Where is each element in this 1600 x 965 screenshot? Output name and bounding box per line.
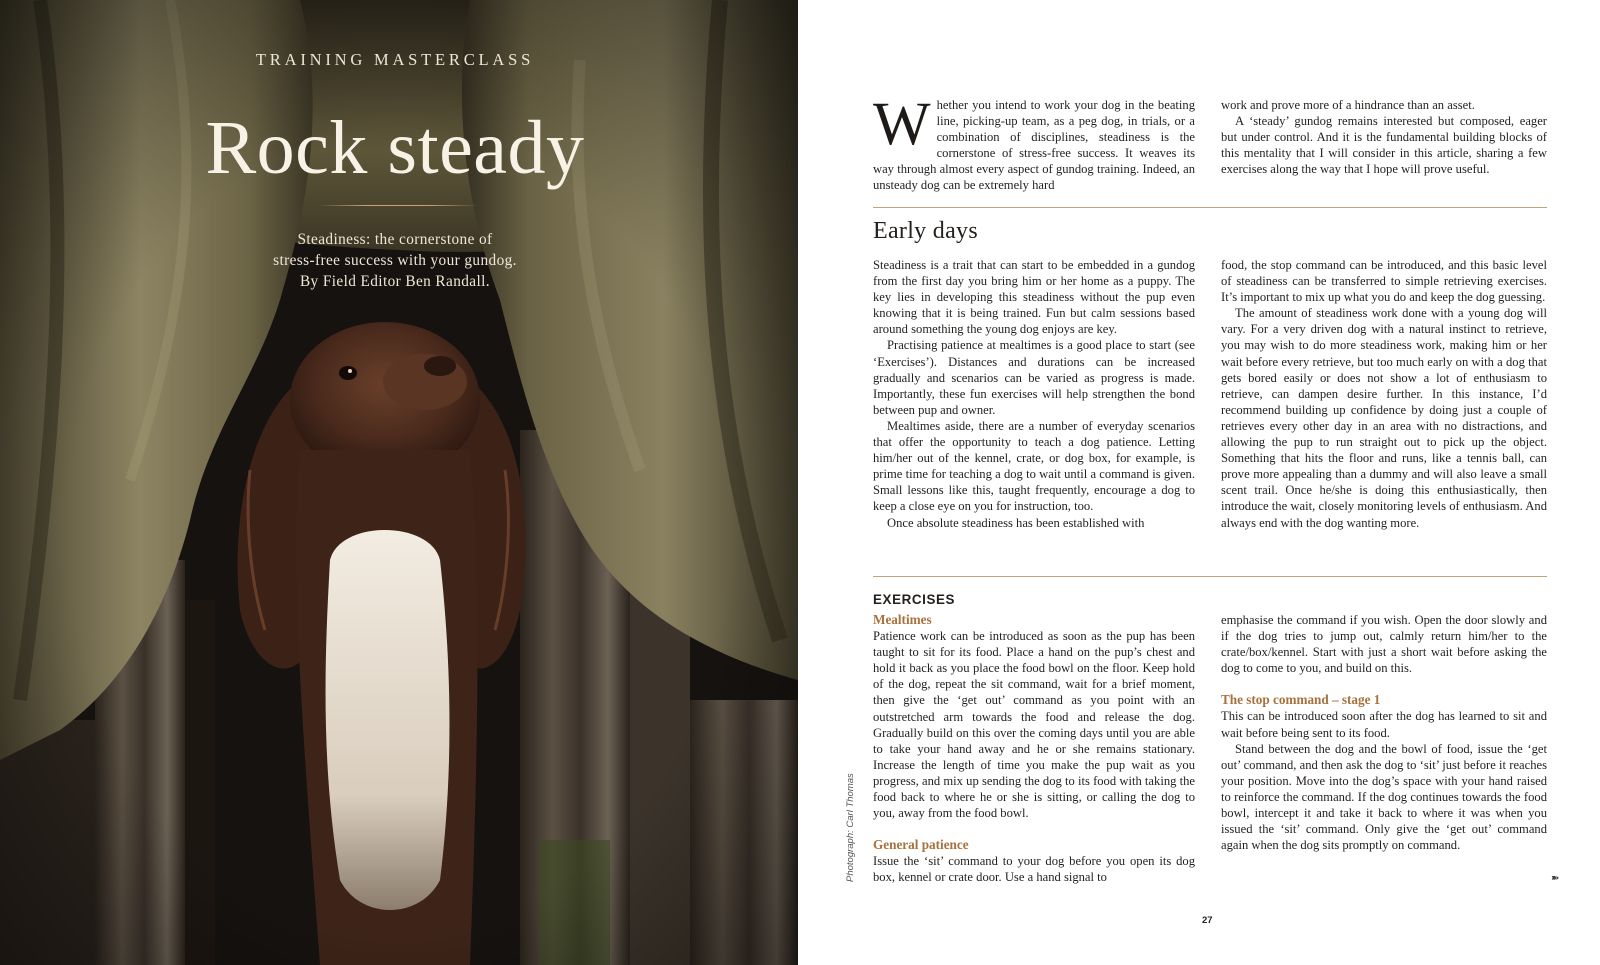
subheading-stop-command: The stop command – stage 1 xyxy=(1221,692,1381,708)
body-paragraph: food, the stop command can be introduced, and this basic level of steadiness can be transferred to simple retrieving exercises. It’s important to mix up what you do and keep the dog guessing. xyxy=(1221,258,1547,305)
body-paragraph: Issue the ‘sit’ command to your dog before you open its dog box, kennel or crate door. Use a hand signal to xyxy=(873,854,1195,885)
section-heading-early-days: Early days xyxy=(873,218,978,244)
standfirst-line: stress-free success with your gundog. xyxy=(273,252,517,269)
early-days-column-1 xyxy=(873,257,1195,531)
section-divider xyxy=(873,576,1547,577)
subheading-mealtimes: Mealtimes xyxy=(873,612,932,627)
intro-column-1 xyxy=(873,91,1195,194)
body-paragraph: This can be introduced soon after the dog has learned to sit and wait before being sent to its food. xyxy=(1221,709,1547,740)
intro-column-2 xyxy=(1221,97,1547,177)
body-paragraph: Once absolute steadiness has been established with xyxy=(887,515,1145,530)
photo-credit: Photograph: Carl Thomas xyxy=(845,773,856,882)
standfirst-line: Steadiness: the cornerstone of xyxy=(297,231,493,248)
continue-arrow-icon: ➽ xyxy=(1551,873,1560,884)
drop-cap: W xyxy=(873,91,931,158)
cover-photo-page xyxy=(0,0,798,965)
title-divider xyxy=(318,205,478,206)
body-paragraph: emphasise the command if you wish. Open the door slowly and if the dog tries to jump out, calmly return him/her to the crate/box/kennel. Start with just a short wait before asking the dog to come to you, and build on this. xyxy=(1221,613,1547,676)
body-paragraph: Mealtimes aside, there are a number of everyday scenarios that offer the opportunity to teach a dog patience. Letting him/her out of the kennel, crate, or dog box, for example, is prime time for teaching a dog to wait until a command is given. Small lessons like this, taught frequently, encourage a dog to keep a close eye on you for instruction, too. xyxy=(873,418,1195,514)
subheading-general-patience: General patience xyxy=(873,837,969,853)
section-divider xyxy=(873,207,1547,208)
body-paragraph: Practising patience at mealtimes is a good place to start (see ‘Exercises’). Distances and durations can be increased gradually and scenarios can be varied as progress is made. Importantly, these fun exercises will help strengthen the bond between pup and owner. xyxy=(873,338,1195,417)
page-number: 27 xyxy=(1202,915,1213,926)
kicker: TRAINING MASTERCLASS xyxy=(255,50,535,69)
intro-paragraph: A ‘steady’ gundog remains interested but composed, eager but under control. And it is the fundamental building blocks of this mentality that I will consider in this article, sharing a few exercises along the way that I hope will prove useful. xyxy=(1221,114,1547,177)
early-days-column-2 xyxy=(1221,257,1547,531)
body-paragraph: Steadiness is a trait that can start to be embedded in a gundog from the first day you bring him or her home as a puppy. The key lies in developing this steadiness without the pup even knowing that it is being trained. Fun but calm sessions based around something the young dog enjoys are key. xyxy=(873,258,1195,337)
body-paragraph: The amount of steadiness work done with a young dog will vary. For a very driven dog with a natural instinct to retrieve, you may wish to do more steadiness work, making him or her wait before every retrieve, but too much early on with a dog that gets bored easily or does not show a lot of enthusiasm to retrieve, can dampen desire further. In this instance, I’d recommend building up confidence by doing just a couple of retrieves every other day in an area with no distractions, and allowing the pup to run straight out to pick up the object. Something that hits the floor and runs, like a tennis ball, can prove more appealing than a dummy and will also leave a small scent trail. Once he/she is doing this enthusiastically, then introduce the wait, closely monitoring levels of enthusiasm. And always end with the dog wanting more. xyxy=(1221,306,1547,530)
page-title: Rock steady xyxy=(205,106,585,190)
body-paragraph: Patience work can be introduced as soon as the pup has been taught to sit for its food. Place a hand on the pup’s chest and hold it back as you place the food bowl on the floor. Keep hold of the dog, repeat the sit command, wait for a brief moment, then give the ‘get out’ command as you point with an outstretched arm towards the food and release the dog. Gradually build on this over the coming days until you are able to take your hand away and he or she remains stationary. Increase the length of time you make the pup wait as you progress, and mix up sending the dog to its food with taking the food back to where he or she is sitting, or calling the dog to you, away from the food bowl. xyxy=(873,629,1195,821)
exercises-label: EXERCISES xyxy=(873,592,956,607)
intro-paragraph: work and prove more of a hindrance than an asset. xyxy=(1221,98,1475,112)
body-paragraph: Stand between the dog and the bowl of food, issue the ‘get out’ command, and then ask the dog to ‘sit’ just before it reaches your position. Move into the dog’s space with your hand raised to reinforce the command. If the dog continues towards the food bowl, intercept it and take it back to where it was when you issued the ‘sit’ command. Only give the ‘get out’ command again when the dog sits promptly on command. xyxy=(1221,741,1547,853)
standfirst xyxy=(190,229,600,292)
exercises-column-1 xyxy=(873,612,1195,886)
standfirst-line: By Field Editor Ben Randall. xyxy=(299,273,491,290)
intro-text: hether you intend to work your dog in the beating line, picking-up team, as a peg dog, in trials, or a combination of disciplines, steadiness is the cornerstone of stress-free success. It weaves its way through almost every aspect of gundog training. Indeed, an unsteady dog can be extremely hard xyxy=(873,98,1195,193)
exercises-column-2 xyxy=(1221,612,1547,853)
